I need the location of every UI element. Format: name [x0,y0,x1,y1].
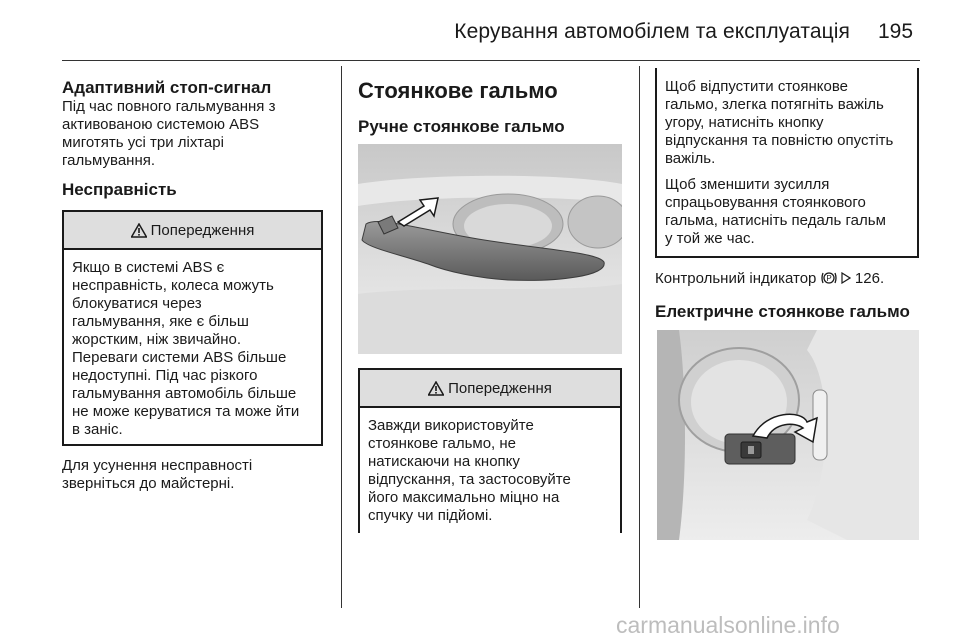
warning-label: Попередження [150,221,255,239]
page-number: 195 [878,20,914,43]
text-line: гальмування, яке є більш [72,313,249,330]
release-paragraph [665,78,909,168]
text-line: стоянкове гальмо, не [368,435,517,452]
text-line: Під час повного гальмування з [62,98,276,115]
text-line: активованою системою ABS [62,116,260,133]
text-line: несправність, колеса можуть [72,277,274,294]
warning-label: Попередження [448,379,552,397]
text-line: миготять усі три ліхтарі [62,134,224,151]
text-line: Якщо в системі ABS є [72,259,225,276]
brake-indicator-icon [821,271,837,285]
text-line: гальмування автомобіль більше [72,385,297,402]
reduce-paragraph [665,176,909,248]
column-1 [62,78,327,170]
warning-box-abs [62,210,323,446]
text-line: Щоб зменшити зусилля [665,176,830,193]
text-line: недоступні. Під час різкого [72,367,258,384]
fault-section-title: Несправність [62,180,177,199]
text-line: відпускання, та застосовуйте [368,471,571,488]
header-rule [62,60,920,61]
electric-brake-title: Електричне стоянкове гальмо [655,302,910,321]
abs-section-title: Адаптивний стоп-сигнал [62,78,272,97]
warning-triangle-icon [131,223,147,238]
text-line: в заніс. [72,421,123,438]
electric-brake-image [657,330,919,540]
text-line: відпускання та повністю опустіть [665,132,894,149]
text-line: зверніться до майстерні. [62,475,235,492]
column-divider-2 [639,66,640,608]
text-line: блокуватися через [72,295,202,312]
repair-paragraph [62,457,252,493]
text-line: спучку чи підйомі. [368,507,493,524]
parking-brake-title: Стоянкове гальмо [358,78,558,103]
text-line: гальмування. [62,152,156,169]
text-line: його максимально міцно на [368,489,560,506]
text-line: Для усунення несправності [62,457,253,474]
warning-box-parking [358,368,622,533]
indicator-label: Контрольний індикатор [655,270,817,287]
warning-header [360,370,620,408]
manual-brake-title: Ручне стоянкове гальмо [358,117,565,136]
watermark: carmanualsonline.info [616,612,840,638]
page-reference-arrow-icon [841,272,851,284]
text-line: натискаючи на кнопку [368,453,520,470]
text-line: важіль. [665,150,716,167]
text-line: гальмо, злегка потягніть важіль [665,96,884,113]
warning-box-continued [655,68,919,258]
warning-text [64,250,321,439]
indicator-reference [655,270,884,288]
warning-text [360,408,620,525]
text-line: Переваги системи ABS більше [72,349,287,366]
text-line: Щоб відпустити стоянкове [665,78,849,95]
warning-triangle-icon [428,381,444,396]
manual-brake-image [358,144,622,354]
svg-text:P: P [825,274,832,283]
text-line: Завжди використовуйте [368,417,534,434]
text-line: не може керуватися та може йти [72,403,300,420]
header-title: Керування автомобілем та експлуатація [454,20,850,43]
warning-header [64,212,321,250]
text-line: у той же час. [665,230,755,247]
text-line: жорстким, ніж звичайно. [72,331,242,348]
abs-paragraph [62,98,327,170]
text-line: гальма, натисніть педаль гальм [665,212,886,229]
text-line: угору, натисніть кнопку [665,114,824,131]
indicator-page-ref: 126. [854,270,885,287]
text-line: спрацьовування стоянкового [665,194,866,211]
column-divider-1 [341,66,342,608]
